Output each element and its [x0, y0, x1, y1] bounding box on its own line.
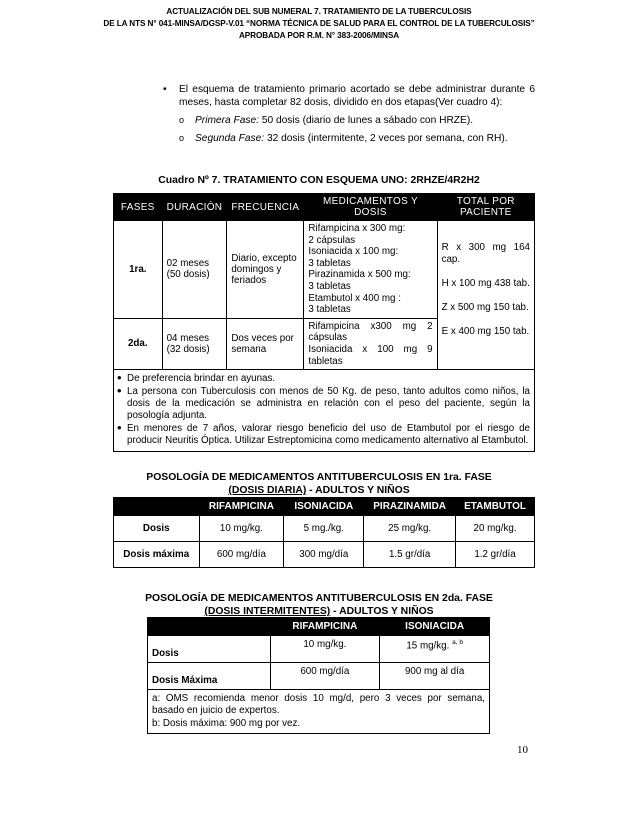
medicamentos-cell [304, 318, 437, 369]
med-line: 3 tabletas [308, 280, 351, 292]
circle-bullet-icon: o [179, 115, 185, 125]
row-label: Dosis Máxima [148, 663, 271, 690]
value-text: 15 mg/kg. [406, 640, 450, 652]
row-label: Dosis máxima [114, 542, 200, 568]
header-empty [114, 498, 200, 516]
page-number: 10 [517, 744, 528, 756]
med-line: Etambutol x 400 mg : [308, 292, 401, 304]
header-line-3: APROBADA POR R.M. N° 383-2006/MINSA [238, 31, 400, 40]
value-cell: 10 mg/kg. [270, 636, 380, 663]
header-isoniacida: ISONIACIDA [284, 498, 364, 516]
value-cell: 1.5 gr/día [364, 542, 456, 568]
header-rifampicina: RIFAMPICINA [199, 498, 284, 516]
table2-title [0, 471, 638, 497]
med-line: Isoniacida x 100 mg 9 tabletas [308, 343, 433, 367]
fase-cell: 2da. [114, 318, 163, 369]
med-line: 3 tabletas [308, 257, 351, 269]
duracion-cell: 02 meses (50 dosis) [162, 221, 227, 319]
table3-title-rest: - ADULTOS Y NIÑOS [330, 606, 434, 617]
med-line: 2 cápsulas [308, 234, 356, 246]
table-header-row [114, 194, 535, 221]
header-total: TOTAL POR PACIENTE [437, 194, 534, 221]
table3-title-line-1: POSOLOGÍA DE MEDICAMENTOS ANTITUBERCULOSIS EN 2da. FASE [145, 593, 493, 604]
total-line: E x 400 mg 150 tab. [441, 326, 530, 337]
total-line: Z x 500 mg 150 tab. [441, 302, 529, 313]
posologia-2da-fase-table [147, 617, 490, 734]
value-cell: 300 mg/día [284, 542, 364, 568]
notes-row [114, 370, 535, 451]
value-cell: 1.2 gr/día [456, 542, 535, 568]
footnote-item: b: Dosis máxima: 900 mg por vez. [152, 717, 301, 729]
posologia-1ra-fase-table [113, 497, 535, 568]
value-cell: 10 mg/kg. [199, 516, 284, 542]
table2-title-line-2 [0, 484, 638, 497]
treatment-scheme-table [113, 193, 535, 452]
row-label: Dosis [148, 636, 271, 663]
phase-1-label: Primera Fase: [195, 115, 259, 126]
med-line: 3 tabletas [308, 304, 351, 316]
value-cell [380, 636, 490, 663]
intro-subitem-2 [163, 132, 535, 145]
footnotes-row [148, 690, 490, 734]
phase-2-label: Segunda Fase: [195, 133, 265, 144]
med-line: Pirazinamida x 500 mg: [308, 269, 411, 281]
med-line: Rifampicina x300 mg 2 cápsulas [308, 320, 433, 344]
frecuencia-cell: Diario, excepto domingos y feriados [227, 221, 304, 319]
row-label: Dosis [114, 516, 200, 542]
value-cell: 25 mg/kg. [364, 516, 456, 542]
table-header-row [148, 618, 490, 636]
medicamentos-cell [304, 221, 437, 319]
value-cell: 600 mg/día [270, 663, 380, 690]
header-etambutol: ETAMBUTOL [456, 498, 535, 516]
table-row [148, 636, 490, 663]
circle-bullet-icon: o [179, 133, 185, 143]
header-line-1: ACTUALIZACIÓN DEL SUB NUMERAL 7. TRATAMIENTO DE LA TUBERCULOSIS [166, 7, 472, 16]
table-header-row [114, 498, 535, 516]
table-row [114, 542, 535, 568]
table-row [148, 663, 490, 690]
note-item: • La persona con Tuberculosis con menos de 50 Kg. de peso, tanto adultos como niños, la dosis de la medicación se administra en relación con el peso del paciente, según la posología adjunta. [118, 386, 530, 423]
duracion-cell: 04 meses (32 dosis) [162, 318, 227, 369]
total-por-paciente-cell [437, 221, 534, 370]
note-item: • En menores de 7 años, valorar riesgo beneficio del uso de Etambutol por el riesgo de producir Neuritis Óptica. Utilizar Estreptomicina como medicamento alternativo al Etambutol. [118, 423, 530, 448]
notes-cell [114, 370, 535, 451]
header-empty [148, 618, 271, 636]
value-cell: 900 mg al día [380, 663, 490, 690]
header-frecuencia: FRECUENCIA [227, 194, 304, 221]
value-cell: 20 mg/kg. [456, 516, 535, 542]
header-rifampicina: RIFAMPICINA [270, 618, 380, 636]
footnote-item: a: OMS recomienda menor dosis 10 mg/d, pero 3 veces por semana, basado en juicio de expertos. [152, 693, 485, 717]
table-row [114, 221, 535, 319]
table3-title-underlined: (DOSIS INTERMITENTES) [204, 606, 331, 617]
footnotes-cell [148, 690, 490, 734]
table2-title-underlined: (DOSIS DIARIA) [228, 485, 307, 496]
table1-caption: Cuadro Nº 7. TRATAMIENTO CON ESQUEMA UNO: 2RHZE/4R2H2 [158, 175, 480, 186]
med-line: Rifampicina x 300 mg: [308, 223, 406, 234]
header-duracion: DURACIÓN [162, 194, 227, 221]
med-line: Isoniacida x 100 mg: [308, 246, 399, 258]
total-line: R x 300 mg 164 cap. [441, 242, 530, 265]
frecuencia-cell: Dos veces por semana [227, 318, 304, 369]
total-line: H x 100 mg 438 tab. [441, 278, 530, 289]
table2-title-line-1: POSOLOGÍA DE MEDICAMENTOS ANTITUBERCULOSIS EN 1ra. FASE [146, 472, 492, 483]
table3-title [0, 592, 638, 618]
note-item: • De preferencia brindar en ayunas. [118, 373, 530, 385]
intro-section [163, 83, 535, 145]
header-pirazinamida: PIRAZINAMIDA [364, 498, 456, 516]
header-line-2: DE LA NTS N° 041-MINSA/DGSP-V.01 “NORMA TÉCNICA DE SALUD PARA EL CONTROL DE LA TUBERCULOSIS” [103, 19, 535, 28]
document-header [0, 6, 638, 42]
header-isoniacida: ISONIACIDA [380, 618, 490, 636]
header-fases: FASES [114, 194, 163, 221]
intro-subitem-1 [163, 114, 535, 127]
footnote-ref: a, b [452, 639, 463, 646]
phase-1-text: 50 dosis (diario de lunes a sábado con HRZE). [258, 115, 474, 126]
header-medicamentos: MEDICAMENTOS Y DOSIS [304, 194, 437, 221]
intro-bullet: • El esquema de tratamiento primario acortado se debe administrar durante 6 meses, hasta completar 82 dosis, dividido en dos etapas(Ver cuadro 4): [163, 83, 535, 109]
value-cell: 600 mg/día [199, 542, 284, 568]
table2-title-rest: - ADULTOS Y NIÑOS [306, 485, 410, 496]
value-cell: 5 mg./kg. [284, 516, 364, 542]
table-row [114, 516, 535, 542]
phase-2-text: 32 dosis (intermitente, 2 veces por semana, con RH). [264, 133, 508, 144]
fase-cell: 1ra. [114, 221, 163, 319]
